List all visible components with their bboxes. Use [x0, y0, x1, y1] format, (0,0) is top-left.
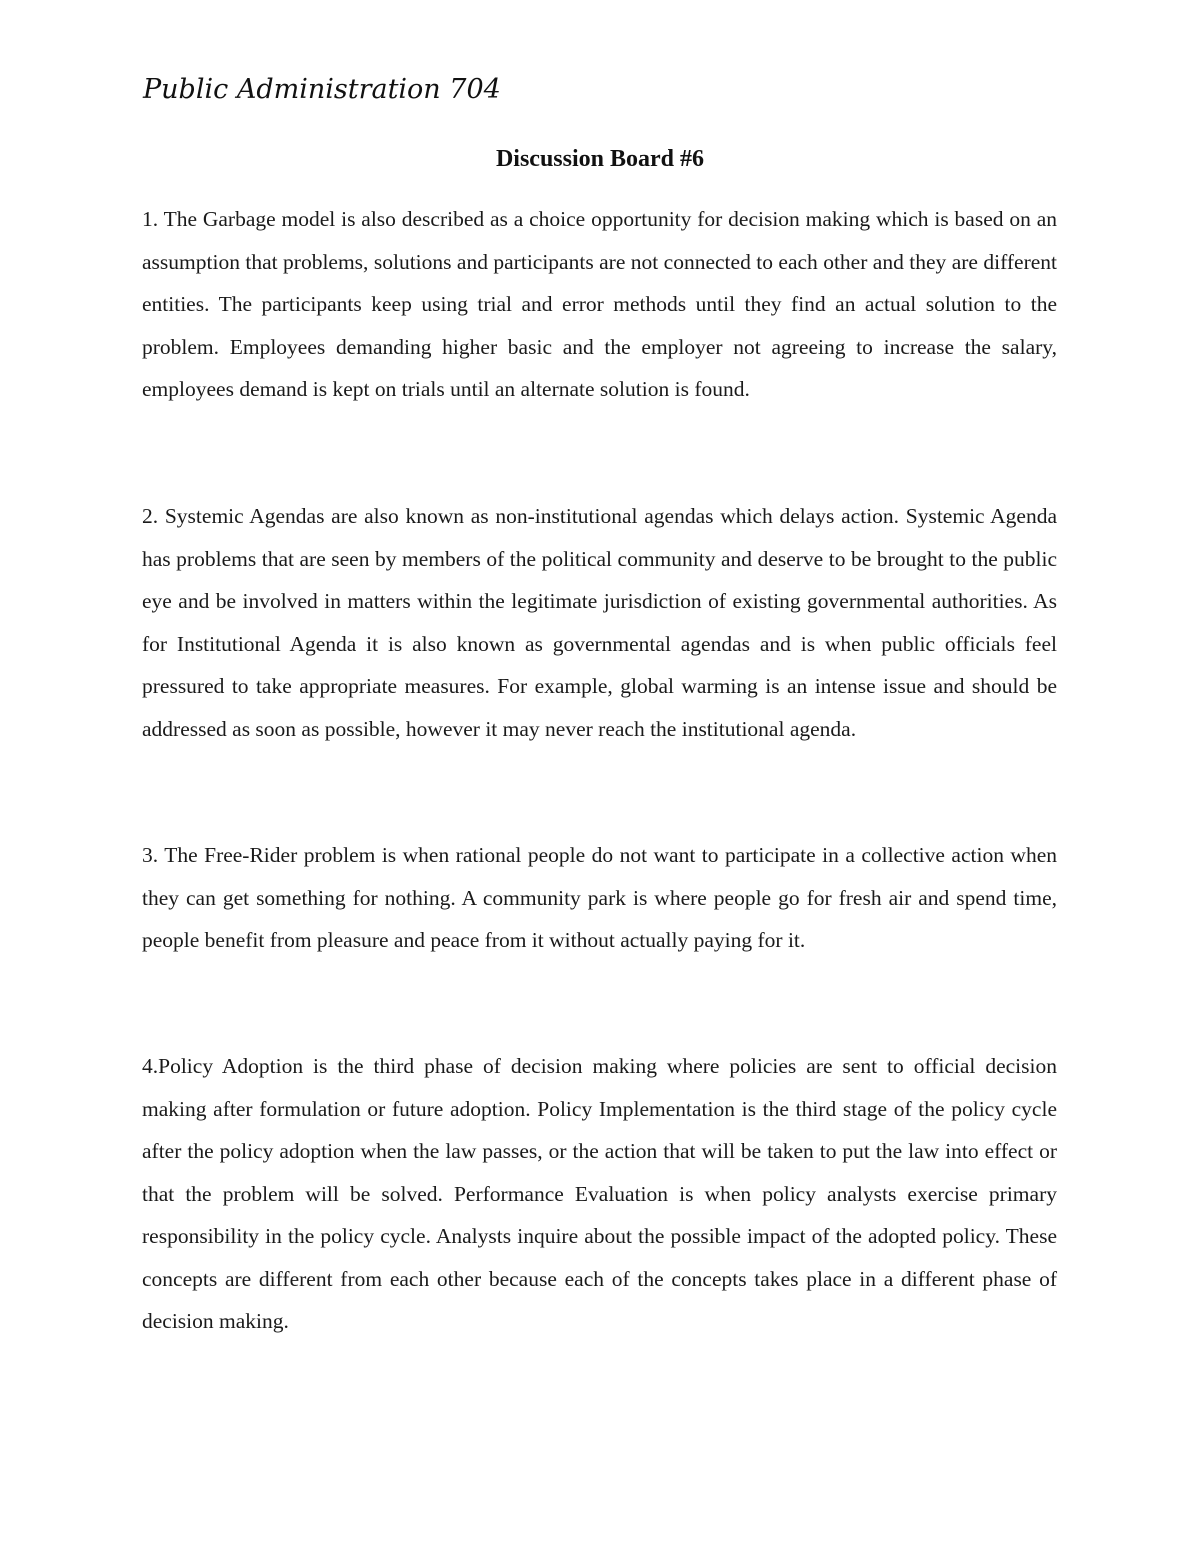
- answer-paragraph-2: 2. Systemic Agendas are also known as non-institutional agendas which delays action. Systemic Agenda has problems that are seen by members of the political community and deserve to be brought to the public eye and be involved in matters within the legitimate jurisdiction of existing governmental authorities. As for Institutional Agenda it is also known as governmental agendas and is when public officials feel pressured to take appropriate measures. For example, global warming is an intense issue and should be addressed as soon as possible, however it may never reach the institutional agenda.: [142, 504, 1057, 741]
- course-title: Public Administration 704: [143, 74, 501, 105]
- answer-paragraph-4: 4.Policy Adoption is the third phase of decision making where policies are sent to official decision making after formulation or future adoption. Policy Implementation is the third stage of the policy cycle after the policy adoption when the law passes, or the action that will be taken to put the law into effect or that the problem will be solved. Performance Evaluation is when policy analysts exercise primary responsibility in the policy cycle. Analysts inquire about the possible impact of the adopted policy. These concepts are different from each other because each of the concepts takes place in a different phase of decision making.: [142, 1054, 1057, 1333]
- document-heading: Discussion Board #6: [495, 146, 705, 172]
- answer-paragraph-1: 1. The Garbage model is also described as a choice opportunity for decision making which is based on an assumption that problems, solutions and participants are not connected to each other and they are different entities. The participants keep using trial and error methods until they find an actual solution to the problem. Employees demanding higher basic and the employer not agreeing to increase the salary, employees demand is kept on trials until an alternate solution is found.: [142, 207, 1057, 401]
- answer-paragraph-3: 3. The Free-Rider problem is when rational people do not want to participate in a collective action when they can get something for nothing. A community park is where people go for fresh air and spend time, people benefit from pleasure and peace from it without actually paying for it.: [142, 843, 1057, 952]
